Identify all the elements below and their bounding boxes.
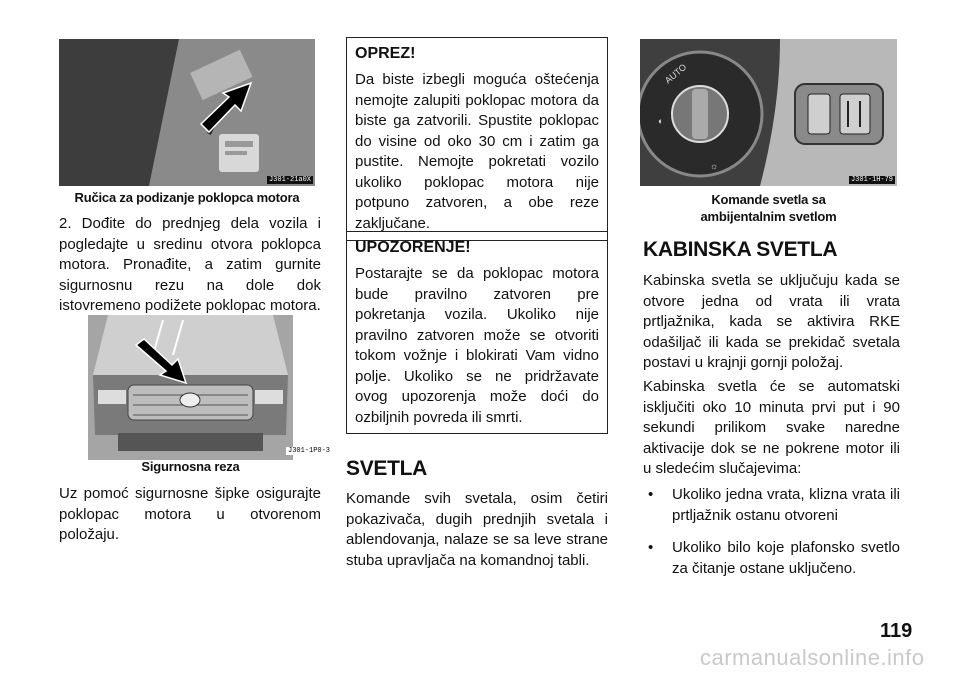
paragraph-cabin-lights-on: Kabinska svetla se uključuju kada se otvore jedna od vrata ili vrata prtljažnika, kada se aktivira RKE odašiljač ili kada se prekidač svetala postavi u krajnji gornji položaj. [643, 272, 900, 371]
photo-code: J301-1P0-3 [288, 447, 331, 455]
caution-text: Da biste izbegli moguća oštećenja nemojte zalupiti poklopac motora da biste ga zatvorili. Spustite poklopac do visine od oko 30 cm i zatim ga pustite. Nemojte pokretati vozilo ukoliko poklopac motora nije potpuno zatvoren, a obe reze zaključane. [355, 71, 599, 232]
svg-text:◐: ◐ [658, 116, 664, 126]
svg-text:AUTO: AUTO [662, 61, 689, 86]
bullet-text: Ukoliko bilo koje plafonsko svetlo za čitanje ostane uključeno. [672, 539, 900, 577]
hood-release-lever-illustration [59, 39, 315, 186]
page-number: 119 [880, 620, 913, 642]
section-title-cabin-lights: KABINSKA SVETLA [643, 238, 838, 261]
safety-latch-photo [88, 315, 293, 460]
bullet-symbol: • [648, 539, 654, 556]
paragraph-lights: Komande svih svetala, osim četiri pokazivača, dugih prednjih svetala i ablendovanja, nalaze se sa leve strane stubа upravljača na komandnoj tabli. [346, 490, 608, 569]
paragraph-hood-latch: 2. Dođite do prednjeg dela vozila i pogledajte u sredinu otvora poklopca motora. Pronađite, a zatim gurnite sigurnosnu rezu na dole dok istovremeno podižete poklopac motora. [59, 215, 321, 314]
bullet-item-doors-open [648, 485, 900, 526]
section-title-lights: SVETLA [346, 457, 428, 480]
warning-text: Postarajte se da poklopac motora bude pravilno zatvoren pre pokretanja vozila. Ukoliko nije pravilno zatvoren može se otvoriti tokom vožnje i blokirati Vam vidno polje. Ukoliko se ne pridržavate ovog upozorenja može doći do ozbiljnih povreda ili smrti. [355, 265, 599, 426]
safety-latch-illustration [88, 315, 293, 460]
paragraph-safety-rod: Uz pomoć sigurnosne šipke osigurajte poklopac motora u otvorenom položaju. [59, 485, 321, 543]
caution-title: OPREZ! [355, 45, 416, 62]
photo-code: J301-21a0X [268, 176, 311, 184]
light-controls-illustration [640, 39, 897, 186]
hood-release-lever-photo [59, 39, 315, 186]
paragraph-cabin-lights-off: Kabinska svetla će se automatski isključiti oko 10 minuta prvi put i 90 sekundi prilikom svake naredne aktivacije dok se ne pokrene motor ili u sledećim slučajevima: [643, 378, 900, 477]
caution-box [346, 37, 608, 241]
light-controls-caption-line1: Komande svetla sa [711, 192, 826, 207]
watermark: carmanualsonline.info [700, 645, 925, 670]
light-controls-photo [640, 39, 897, 186]
warning-box [346, 231, 608, 434]
bullet-symbol: • [648, 486, 654, 503]
bullet-text: Ukoliko jedna vrata, klizna vrata ili prtljažnik ostanu otvoreni [672, 486, 900, 524]
photo-code: J301-1H-79 [850, 176, 893, 184]
hood-release-caption: Ručica za podizanje poklopca motora [74, 190, 300, 205]
light-controls-caption-line2: ambijentalnim svetlom [700, 209, 837, 224]
bullet-item-reading-light [648, 538, 900, 579]
safety-latch-caption: Sigurnosna reza [141, 459, 240, 474]
svg-text:☼: ☼ [710, 161, 719, 171]
warning-title: UPOZORENJE! [355, 239, 471, 256]
